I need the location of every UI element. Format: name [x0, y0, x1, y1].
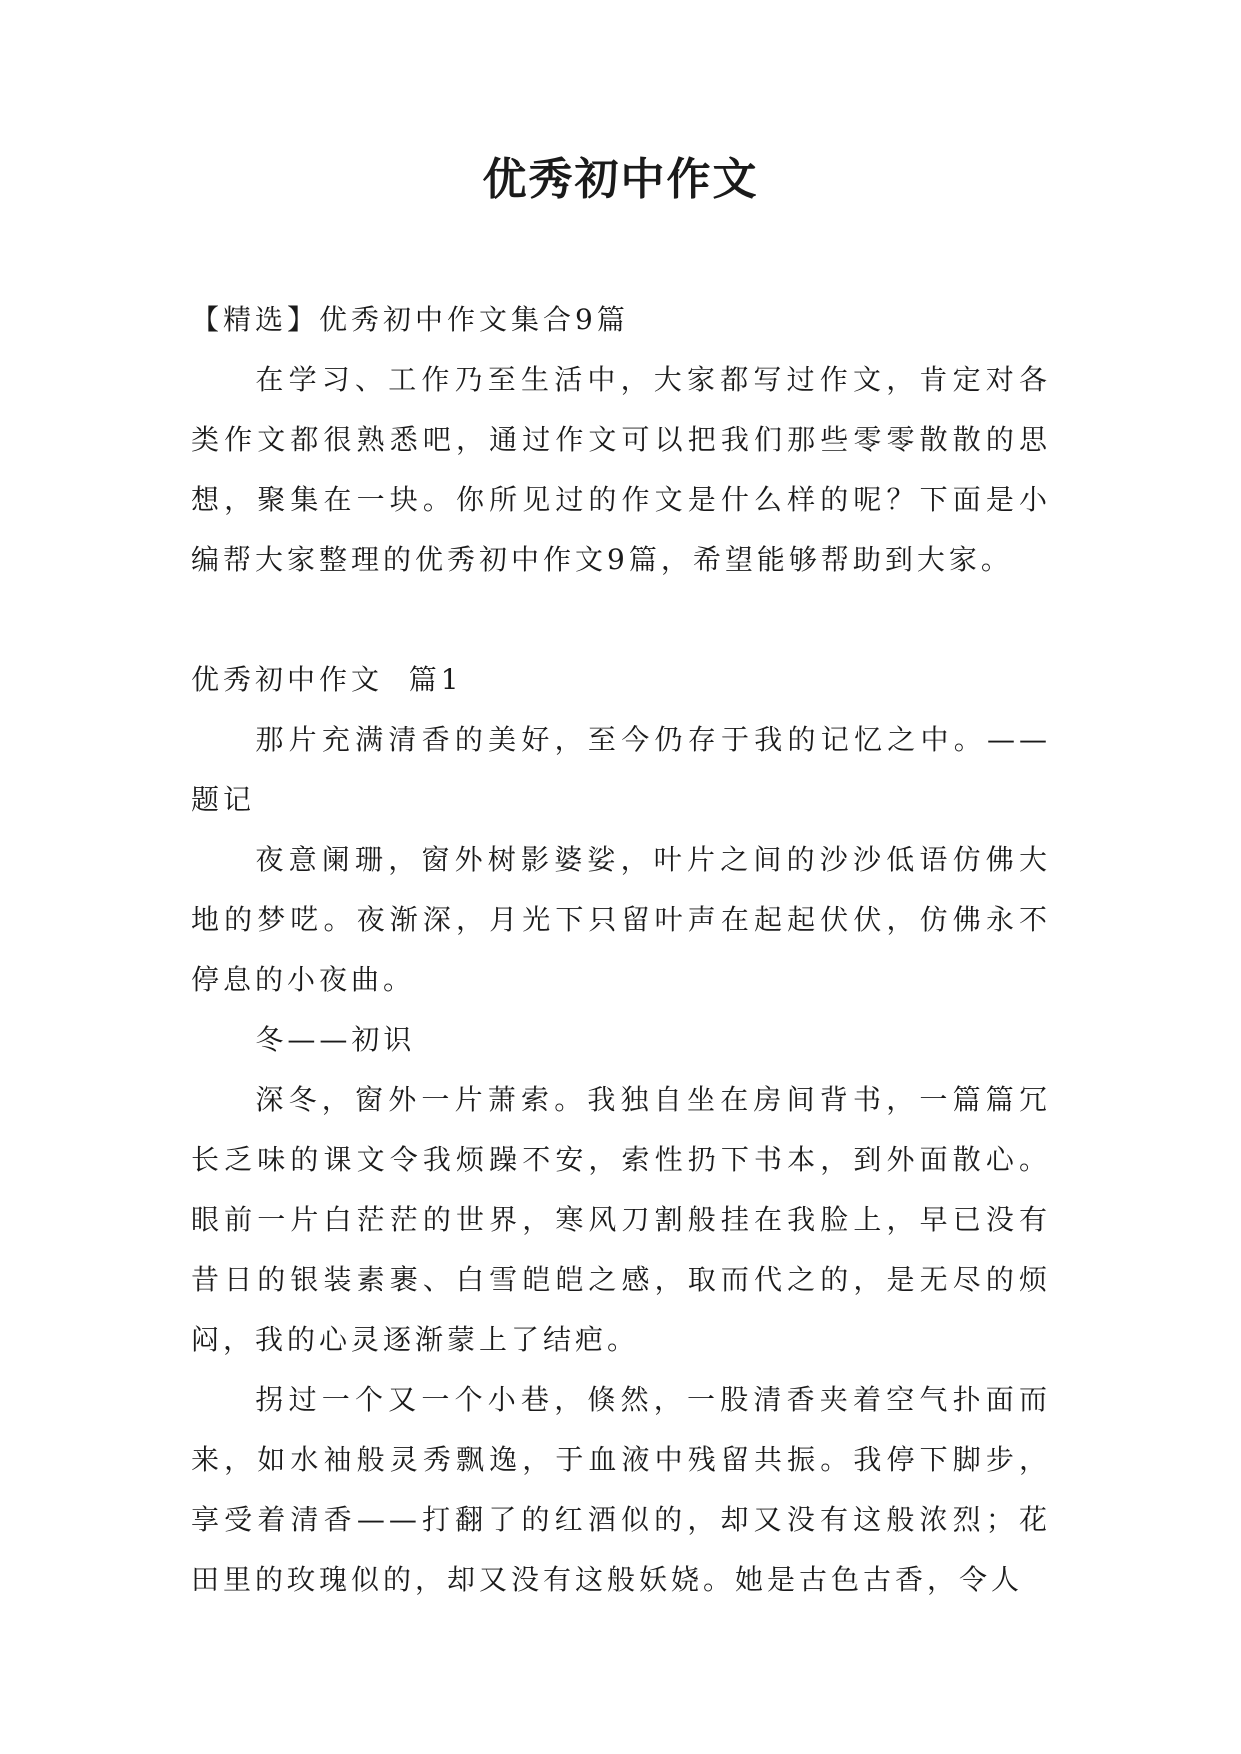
- body-paragraph: 深冬，窗外一片萧索。我独自坐在房间背书，一篇篇冗长乏味的课文令我烦躁不安，索性扔下书本，到外面散心。眼前一片白茫茫的世界，寒风刀割般挂在我脸上，早已没有昔日的银装素裹、白雪皑皑之感，取而代之的，是无尽的烦闷，我的心灵逐渐蒙上了结疤。: [191, 1083, 1051, 1356]
- section-title: 优秀初中作文 篇1: [191, 663, 463, 696]
- document-title: 优秀初中作文: [482, 154, 759, 205]
- document-body: [191, 290, 1051, 1610]
- subheading-paragraph: 冬——初识: [255, 1023, 416, 1056]
- document-heading: 【精选】优秀初中作文集合9篇: [191, 303, 629, 336]
- body-paragraph: 夜意阑珊，窗外树影婆娑，叶片之间的沙沙低语仿佛大地的梦呓。夜渐深，月光下只留叶声在起起伏伏，仿佛永不停息的小夜曲。: [191, 843, 1051, 996]
- section-spacer: [191, 590, 1051, 650]
- body-paragraph: 那片充满清香的美好，至今仍存于我的记忆之中。——题记: [191, 723, 1051, 816]
- body-paragraph: 拐过一个又一个小巷，倏然，一股清香夹着空气扑面而来，如水袖般灵秀飘逸，于血液中残留共振。我停下脚步，享受着清香——打翻了的红酒似的，却又没有这般浓烈；花田里的玫瑰似的，却又没有这般妖娆。她是古色古香，令人: [191, 1383, 1051, 1596]
- intro-paragraph: 在学习、工作乃至生活中，大家都写过作文，肯定对各类作文都很熟悉吧，通过作文可以把我们那些零零散散的思想，聚集在一块。你所见过的作文是什么样的呢？下面是小编帮大家整理的优秀初中作文9篇，希望能够帮助到大家。: [191, 363, 1051, 576]
